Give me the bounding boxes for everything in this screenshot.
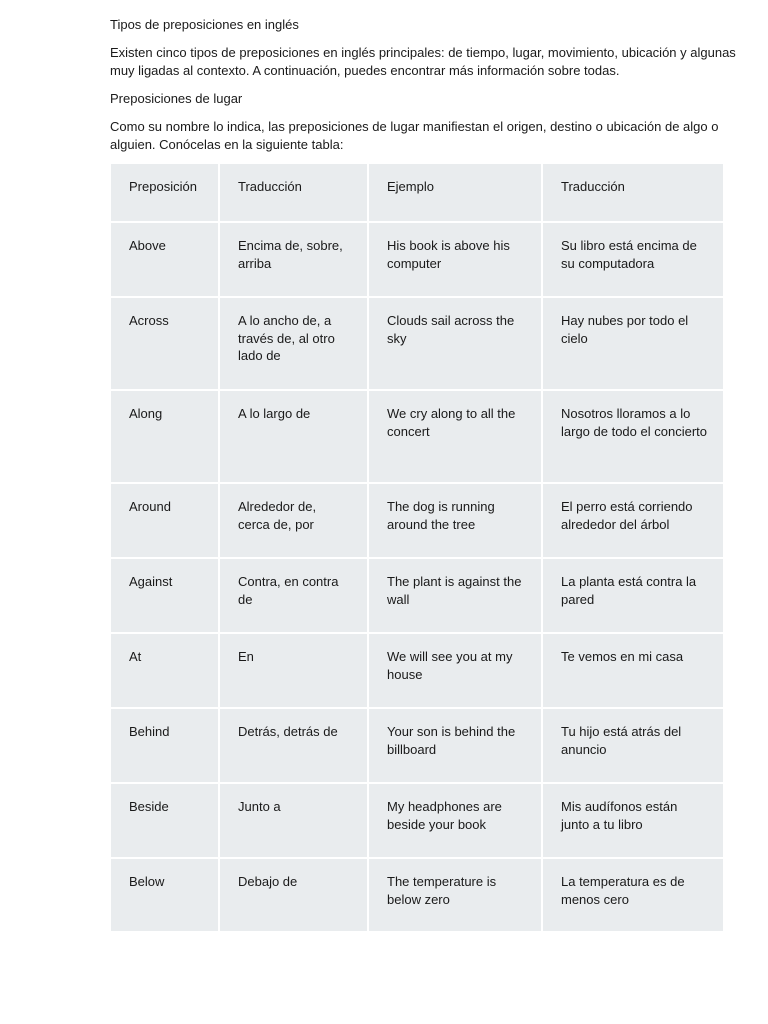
table-row <box>111 483 723 558</box>
table-row <box>111 390 723 483</box>
table-cell: Below <box>111 858 219 932</box>
table-cell: La planta está contra la pared <box>542 558 723 633</box>
table-cell: Behind <box>111 708 219 783</box>
table-row <box>111 708 723 783</box>
table-cell: The temperature is below zero <box>368 858 542 932</box>
table-cell: His book is above his computer <box>368 222 542 297</box>
table-cell: Beside <box>111 783 219 858</box>
prepositions-table <box>111 164 723 933</box>
table-cell: Te vemos en mi casa <box>542 633 723 708</box>
table-cell: Above <box>111 222 219 297</box>
table-header-row <box>111 164 723 222</box>
table-cell: Along <box>111 390 219 483</box>
table-cell: We will see you at my house <box>368 633 542 708</box>
table-row <box>111 783 723 858</box>
header-cell: Preposición <box>111 164 219 222</box>
header-cell: Traducción <box>542 164 723 222</box>
table-row <box>111 297 723 390</box>
table-cell: The dog is running around the tree <box>368 483 542 558</box>
table-row <box>111 858 723 932</box>
document-page <box>110 16 740 933</box>
table-cell: At <box>111 633 219 708</box>
header-cell: Traducción <box>219 164 368 222</box>
table-cell: Debajo de <box>219 858 368 932</box>
table-cell: Clouds sail across the sky <box>368 297 542 390</box>
table-cell: My headphones are beside your book <box>368 783 542 858</box>
table-cell: Nosotros lloramos a lo largo de todo el concierto <box>542 390 723 483</box>
table-cell: El perro está corriendo alrededor del árbol <box>542 483 723 558</box>
table-cell: Junto a <box>219 783 368 858</box>
table-cell: A lo ancho de, a través de, al otro lado de <box>219 297 368 390</box>
section-subtitle: Preposiciones de lugar <box>110 91 243 106</box>
table-cell: En <box>219 633 368 708</box>
table-row <box>111 558 723 633</box>
table-cell: Hay nubes por todo el cielo <box>542 297 723 390</box>
table-cell: The plant is against the wall <box>368 558 542 633</box>
table-cell: Mis audífonos están junto a tu libro <box>542 783 723 858</box>
table-cell: Tu hijo está atrás del anuncio <box>542 708 723 783</box>
table-cell: Around <box>111 483 219 558</box>
table-cell: Against <box>111 558 219 633</box>
table-cell: We cry along to all the concert <box>368 390 542 483</box>
table-cell: Across <box>111 297 219 390</box>
table-cell: Contra, en contra de <box>219 558 368 633</box>
table-cell: Alrededor de, cerca de, por <box>219 483 368 558</box>
table-row <box>111 222 723 297</box>
document-title: Tipos de preposiciones en inglés <box>110 17 299 32</box>
table-cell: La temperatura es de menos cero <box>542 858 723 932</box>
table-row <box>111 633 723 708</box>
intro-paragraph: Existen cinco tipos de preposiciones en inglés principales: de tiempo, lugar, movimiento, ubicación y algunas muy ligadas al contexto. A continuación, puedes encontrar más información sobre todas. <box>110 45 736 78</box>
table-cell: Encima de, sobre, arriba <box>219 222 368 297</box>
header-cell: Ejemplo <box>368 164 542 222</box>
table-cell: Your son is behind the billboard <box>368 708 542 783</box>
table-cell: Su libro está encima de su computadora <box>542 222 723 297</box>
table-cell: Detrás, detrás de <box>219 708 368 783</box>
table-cell: A lo largo de <box>219 390 368 483</box>
section-description: Como su nombre lo indica, las preposiciones de lugar manifiestan el origen, destino o ubicación de algo o alguien. Conócelas en la siguiente tabla: <box>110 119 719 152</box>
